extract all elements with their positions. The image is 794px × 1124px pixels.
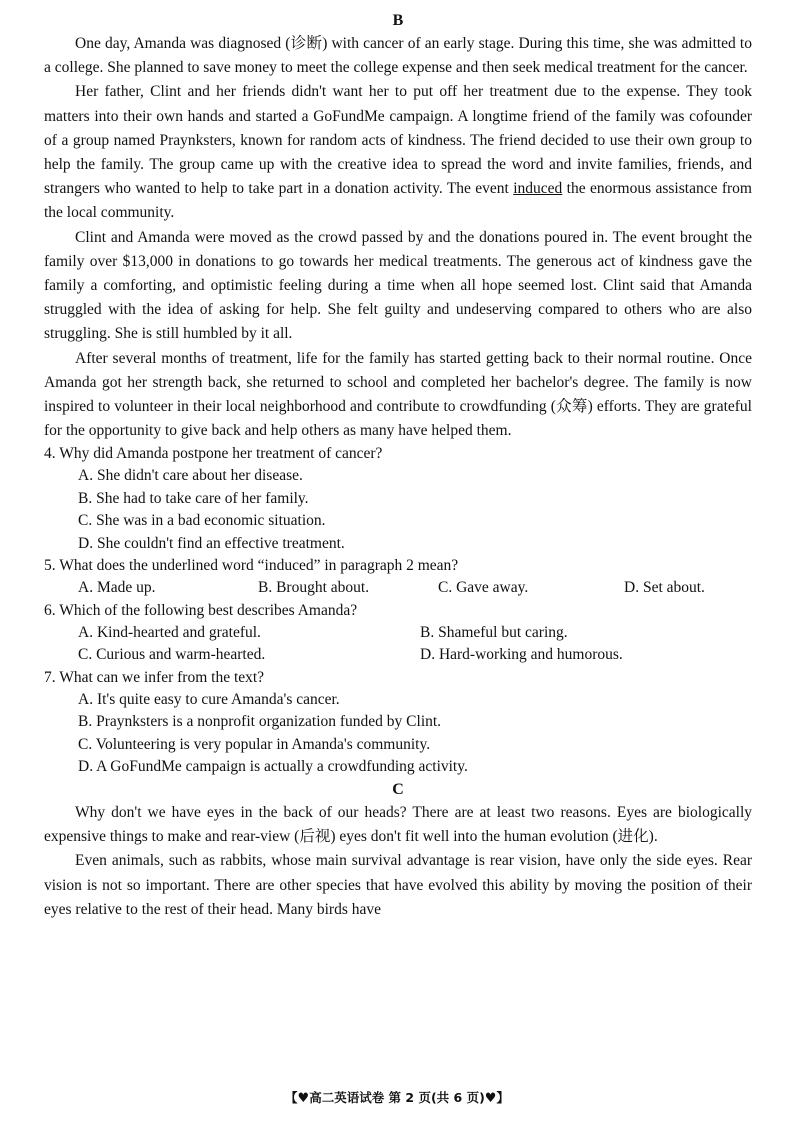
question-7-option-b: B. Praynksters is a nonprofit organization funded by Clint. xyxy=(78,713,442,731)
question-6-option-a: A. Kind-hearted and grateful. xyxy=(78,623,261,641)
question-7-options xyxy=(44,689,752,779)
section-c-heading: C xyxy=(392,780,404,798)
passage-b-paragraph-3: Clint and Amanda were moved as the crowd passed by and the donations poured in. The event brought the family over $13,000 in donations to go towards her medical treatments. The generous act of kindness gave the family a comforting, and optimistic feeling during a time when all hope seemed lost. Clint said that Amanda struggled with the idea of asking for help. She felt guilty and undeserving compared to others who are also struggling. She is still humbled by it all. xyxy=(44,228,752,343)
question-5-option-d: D. Set about. xyxy=(624,579,705,597)
section-c xyxy=(44,779,752,922)
exam-page xyxy=(44,10,752,1110)
question-7 xyxy=(44,667,752,779)
question-6-option-d: D. Hard-working and humorous. xyxy=(420,646,623,664)
question-6-option-c: C. Curious and warm-hearted. xyxy=(78,646,266,664)
heart-icon: ♥ xyxy=(484,1091,497,1106)
heart-icon: ♥ xyxy=(297,1091,310,1106)
question-5-options xyxy=(44,577,752,600)
section-b-heading: B xyxy=(392,12,404,29)
footer-page-label: 高二英语试卷 第 2 页(共 6 页) xyxy=(309,1090,485,1105)
question-5-option-b: B. Brought about. xyxy=(258,579,370,597)
question-4-option-c: C. She was in a bad economic situation. xyxy=(78,512,326,530)
question-6-stem: 6. Which of the following best describes Amanda? xyxy=(44,601,358,619)
question-5-option-c: C. Gave away. xyxy=(438,579,529,597)
passage-c-paragraph-2: Even animals, such as rabbits, whose main survival advantage is rear vision, have only the side eyes. Rear vision is not so important. There are other species that have evolved this ability by moving the position of their eyes relative to the rest of their head. Many birds have xyxy=(44,852,752,918)
question-7-stem: 7. What can we infer from the text? xyxy=(44,668,265,686)
question-6-options xyxy=(44,622,752,667)
page-footer xyxy=(0,1088,794,1106)
question-4-option-b: B. She had to take care of her family. xyxy=(78,489,309,507)
underlined-word-induced: induced xyxy=(513,180,563,198)
question-4-stem: 4. Why did Amanda postpone her treatment of cancer? xyxy=(44,445,383,463)
question-4-option-a: A. She didn't care about her disease. xyxy=(78,467,303,485)
question-5-option-a: A. Made up. xyxy=(78,579,156,597)
section-b xyxy=(44,10,752,443)
question-5-stem: 5. What does the underlined word “induced” in paragraph 2 mean? xyxy=(44,557,459,575)
footer-right-bracket: 】 xyxy=(496,1090,509,1105)
passage-c-paragraph-1: Why don't we have eyes in the back of our heads? There are at least two reasons. Eyes are biologically expensive things to make and rear-view (后视) eyes don't fit well into the human evolution (进化). xyxy=(44,803,752,846)
question-7-option-a: A. It's quite easy to cure Amanda's cancer. xyxy=(78,690,340,708)
passage-b-paragraph-1: One day, Amanda was diagnosed (诊断) with cancer of an early stage. During this time, she was admitted to a college. She planned to save money to meet the college expense and then seek medical treatment for the cancer. xyxy=(44,35,752,77)
question-4-option-d: D. She couldn't find an effective treatment. xyxy=(78,534,345,552)
question-6-option-b: B. Shameful but caring. xyxy=(420,623,568,641)
passage-b-paragraph-2: Her father, Clint and her friends didn't want her to put off her treatment due to the expense. They took matters into their own hands and started a GoFundMe campaign. A longtime friend of the family was cofounder of a group named Praynksters, known for random acts of kindness. The friend decided to use their own group to help the family. The group came up with the creative idea to spread the word and invite families, friends, and strangers who wanted to help to take part in a donation activity. The event induced the enormous assistance from the local community. xyxy=(44,83,752,222)
question-4-options xyxy=(44,465,752,555)
question-5 xyxy=(44,555,752,600)
footer-left-bracket: 【 xyxy=(285,1090,298,1105)
question-4 xyxy=(44,443,752,555)
question-7-option-d: D. A GoFundMe campaign is actually a crowdfunding activity. xyxy=(78,758,468,776)
question-6 xyxy=(44,600,752,667)
question-list xyxy=(44,443,752,779)
question-7-option-c: C. Volunteering is very popular in Amanda's community. xyxy=(78,735,431,753)
passage-b-paragraph-4: After several months of treatment, life for the family has started getting back to their normal routine. Once Amanda got her strength back, she returned to school and completed her bachelor's degree. The family is now inspired to volunteer in their local neighborhood and contribute to crowdfunding (众筹) efforts. They are grateful for the opportunity to give back and help others as many have helped them. xyxy=(44,349,752,440)
